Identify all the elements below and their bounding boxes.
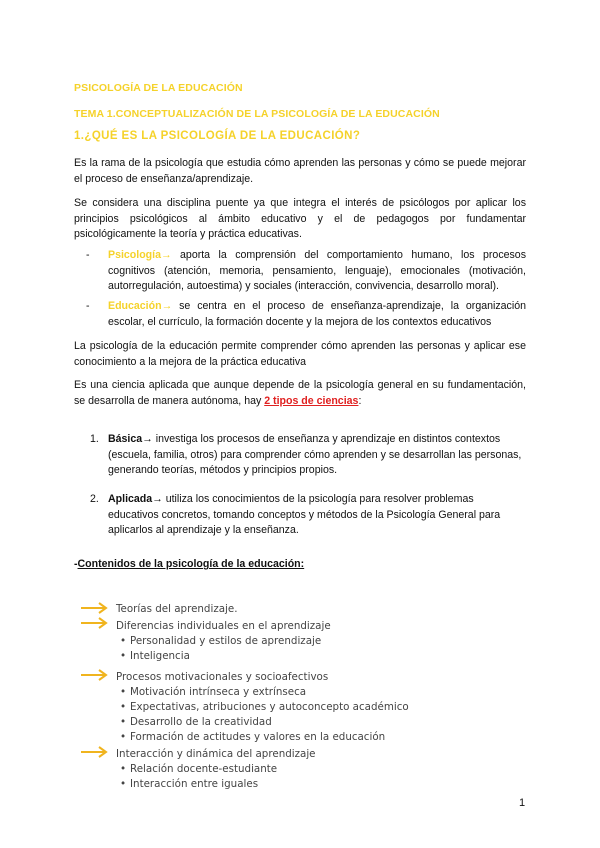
content-subitem bbox=[120, 778, 258, 790]
type-keyword: Aplicada bbox=[108, 493, 153, 505]
paragraph-bridge: Se considera una disciplina puente ya que integra el interés de psicólogos por aplicar los principios psicológicos al ámbito educativo y el de pedagogos por fundamentar psicológicamente la teoría y práctica educativas. bbox=[74, 197, 526, 240]
bullet-dash: - bbox=[86, 300, 90, 312]
content-subitem bbox=[120, 701, 409, 713]
arrow-glyph: → bbox=[142, 433, 153, 445]
type-keyword: Básica bbox=[108, 433, 143, 445]
contents-title: Contenidos de la psicología de la educación: bbox=[77, 558, 305, 570]
bullet-dot-icon: • bbox=[120, 763, 127, 775]
contents-heading bbox=[74, 558, 304, 570]
content-subitem bbox=[120, 650, 190, 662]
subitem-text: Personalidad y estilos de aprendizaje bbox=[130, 635, 322, 647]
paragraph-types bbox=[74, 378, 526, 409]
arrow-right-icon bbox=[80, 669, 108, 681]
subitem-text: Motivación intrínseca y extrínseca bbox=[130, 686, 307, 698]
type-text: utiliza los conocimientos de la psicología para resolver problemas educativos concretos, tomando conceptos y métodos de la Psicología General para aplicarlos al aprendizaje y la enseñanza. bbox=[108, 493, 501, 536]
content-item: Diferencias individuales en el aprendizaje bbox=[116, 620, 331, 632]
section-heading: 1.¿QUÉ ES LA PSICOLOGÍA DE LA EDUCACIÓN? bbox=[74, 130, 361, 142]
arrow-right-icon bbox=[80, 617, 108, 629]
type-text: investiga los procesos de enseñanza y aprendizaje en distintos contextos (escuela, familia, otros) para comprender cómo aprenden y se desarrollan las personas, generando teorías, métodos y principios propios. bbox=[108, 433, 522, 476]
page-number: 1 bbox=[519, 797, 526, 809]
types-intro: Es una ciencia aplicada que aunque depende de la psicología general en su fundamentación, se desarrolla de manera autónoma, hay bbox=[74, 379, 526, 407]
content-subitem bbox=[120, 716, 272, 728]
bullet-dot-icon: • bbox=[120, 686, 127, 698]
types-colon: : bbox=[358, 394, 362, 407]
bullet-dot-icon: • bbox=[120, 716, 127, 728]
tema-heading: TEMA 1.CONCEPTUALIZACIÓN DE LA PSICOLOGÍA DE LA EDUCACIÓN bbox=[74, 108, 440, 120]
contents-prefix: - bbox=[74, 558, 78, 570]
content-item: Teorías del aprendizaje. bbox=[116, 603, 238, 615]
content-subitem bbox=[120, 686, 306, 698]
content-subitem bbox=[120, 731, 385, 743]
document-title: PSICOLOGÍA DE LA EDUCACIÓN bbox=[74, 82, 243, 94]
bullet-dot-icon: • bbox=[120, 731, 127, 743]
arrow-right-icon bbox=[80, 602, 108, 614]
bullet-keyword: Educación→ bbox=[108, 300, 173, 312]
subitem-text: Interacción entre iguales bbox=[130, 778, 259, 790]
bullet-dot-icon: • bbox=[120, 635, 127, 647]
bullet-text: aporta la comprensión del comportamiento humano, los procesos cognitivos (atención, memoria, pensamiento, lenguaje), emocionales (motivación, autorregulación, autoestima) y sociales (interacción, convivencia, desarrollo moral). bbox=[108, 249, 526, 292]
content-item: Interacción y dinámica del aprendizaje bbox=[116, 748, 316, 760]
subitem-text: Desarrollo de la creatividad bbox=[130, 716, 272, 728]
bullet-text: se centra en el proceso de enseñanza-aprendizaje, la organización escolar, el currículo, la formación docente y la mejora de los contextos educativos bbox=[108, 300, 526, 328]
bullet-dot-icon: • bbox=[120, 701, 127, 713]
types-link[interactable]: 2 tipos de ciencias bbox=[264, 394, 359, 407]
subitem-text: Inteligencia bbox=[130, 650, 190, 662]
subitem-text: Formación de actitudes y valores en la educación bbox=[130, 731, 386, 743]
arrow-glyph: → bbox=[152, 493, 163, 505]
bullet-keyword: Psicología→ bbox=[108, 249, 172, 261]
content-subitem bbox=[120, 763, 277, 775]
content-subitem bbox=[120, 635, 321, 647]
list-number: 2. bbox=[90, 493, 99, 505]
bullet-dot-icon: • bbox=[120, 778, 127, 790]
arrow-right-icon bbox=[80, 746, 108, 758]
content-item: Procesos motivacionales y socioafectivos bbox=[116, 671, 329, 683]
bullet-dash: - bbox=[86, 249, 90, 261]
subitem-text: Expectativas, atribuciones y autoconcepto académico bbox=[130, 701, 409, 713]
subitem-text: Relación docente-estudiante bbox=[130, 763, 278, 775]
bullet-dot-icon: • bbox=[120, 650, 127, 662]
paragraph-application: La psicología de la educación permite comprender cómo aprenden las personas y aplicar ese conocimiento a la mejora de la práctica educativa bbox=[74, 340, 526, 368]
paragraph-definition: Es la rama de la psicología que estudia cómo aprenden las personas y cómo se puede mejorar el proceso de enseñanza/aprendizaje. bbox=[74, 157, 526, 185]
list-number: 1. bbox=[90, 433, 99, 445]
